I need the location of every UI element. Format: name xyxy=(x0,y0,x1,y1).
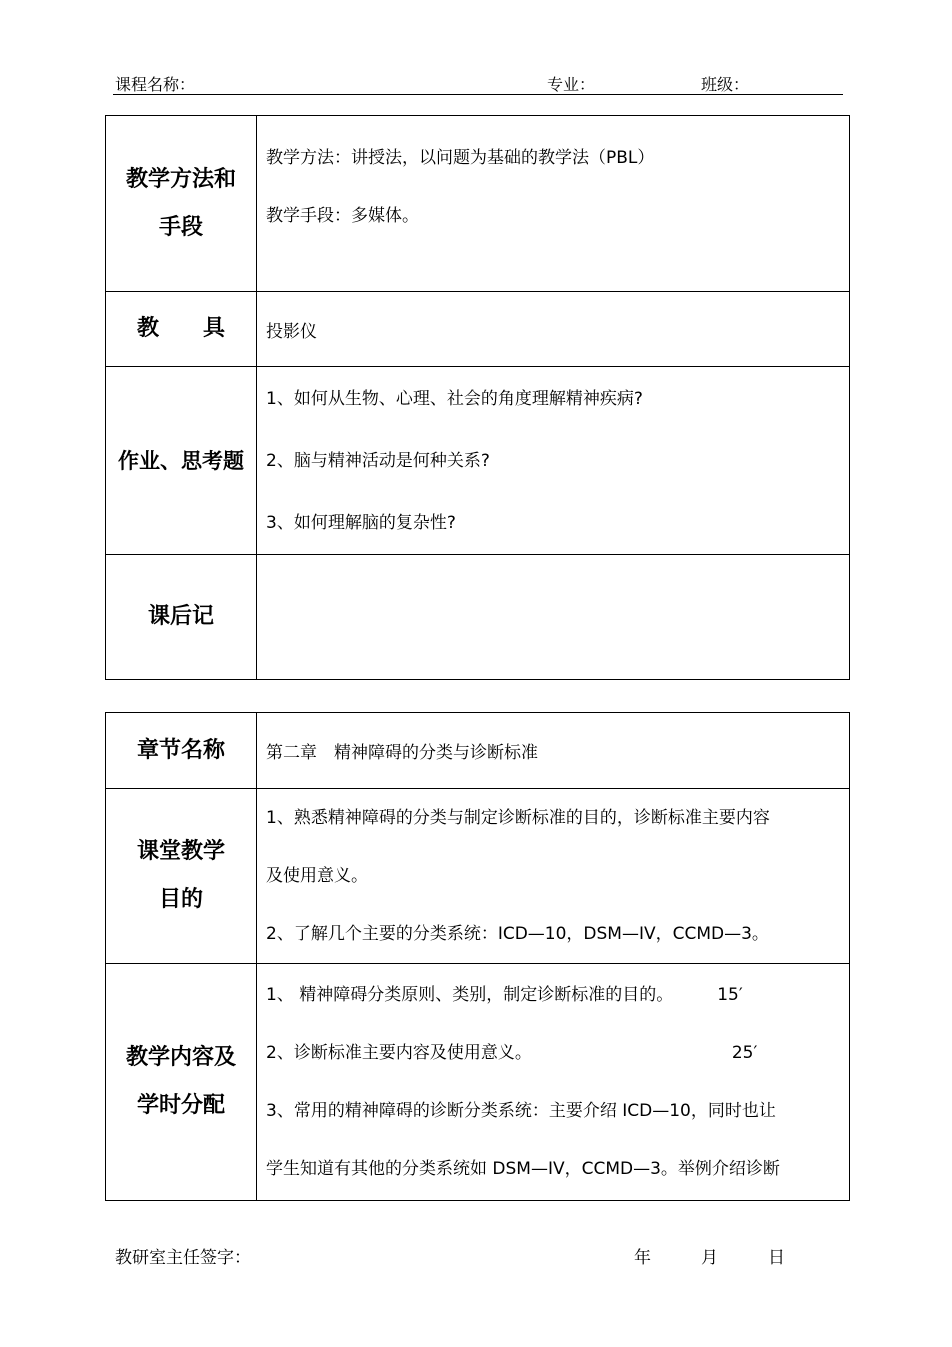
means-line: 教学手段：多媒体。 xyxy=(266,206,419,226)
date-month: 月 xyxy=(701,1248,718,1268)
notes-label: 课后记 xyxy=(106,555,257,680)
content-row xyxy=(106,964,850,1201)
homework-question-3: 3、如何理解脑的复杂性? xyxy=(266,512,456,533)
goals-label-line2: 目的 xyxy=(158,887,203,912)
content-item-2 xyxy=(266,1024,845,1082)
goal-1-line-a: 1、熟悉精神障碍的分类与制定诊断标准的目的，诊断标准主要内容 xyxy=(266,808,770,828)
goal-2: 2、了解几个主要的分类系统：ICD—10，DSM—IV，CCMD—3。 xyxy=(266,924,769,944)
chapter-title: 第二章 精神障碍的分类与诊断标准 xyxy=(257,713,850,789)
content-item-1 xyxy=(266,966,845,1024)
lesson-info-table xyxy=(105,115,850,680)
goals-row xyxy=(106,789,850,964)
tools-row xyxy=(106,292,850,367)
content-label-line1: 教学内容及 xyxy=(125,1045,236,1070)
method-label-line2: 手段 xyxy=(158,214,203,240)
content-item-2-text: 2、诊断标准主要内容及使用意义。 xyxy=(266,1043,532,1063)
content-item-2-time: 25′ xyxy=(731,1043,758,1063)
content-item-1-text: 1、 精神障碍分类原则、类别，制定诊断标准的目的。 xyxy=(266,985,674,1005)
date-day: 日 xyxy=(768,1248,785,1268)
content-label xyxy=(106,964,257,1201)
method-label-line1: 教学方法和 xyxy=(125,166,236,192)
method-label xyxy=(106,116,257,292)
chapter-label: 章节名称 xyxy=(106,713,257,789)
homework-question-2: 2、脑与精神活动是何种关系? xyxy=(266,450,490,471)
goals-content xyxy=(257,789,850,964)
content-label-line2: 学时分配 xyxy=(136,1093,225,1118)
content-items xyxy=(257,964,850,1201)
method-line: 教学方法：讲授法，以问题为基础的教学法（PBL） xyxy=(266,148,655,168)
page-header xyxy=(113,70,843,95)
tools-content: 投影仪 xyxy=(257,292,850,367)
major-label: 专业： xyxy=(547,75,596,94)
content-item-3-line-b: 学生知道有其他的分类系统如 DSM—IV，CCMD—3。举例介绍诊断 xyxy=(266,1159,780,1179)
content-item-1-time: 15′ xyxy=(717,985,743,1005)
homework-question-1: 1、如何从生物、心理、社会的角度理解精神疾病? xyxy=(266,388,643,409)
method-content xyxy=(257,116,850,292)
tools-label: 教 具 xyxy=(106,292,257,367)
chapter-row xyxy=(106,713,850,789)
chapter-table xyxy=(105,712,850,1201)
signature-label: 教研室主任签字： xyxy=(115,1248,251,1268)
goal-1-line-b: 及使用意义。 xyxy=(266,866,368,886)
homework-content xyxy=(257,367,850,555)
notes-row xyxy=(106,555,850,680)
date-year: 年 xyxy=(634,1248,651,1268)
goals-label-line1: 课堂教学 xyxy=(136,839,225,864)
homework-label: 作业、思考题 xyxy=(106,367,257,555)
homework-row xyxy=(106,367,850,555)
method-row xyxy=(106,116,850,292)
goals-label xyxy=(106,789,257,964)
notes-content xyxy=(257,555,850,680)
content-item-3-line-a: 3、常用的精神障碍的诊断分类系统：主要介绍 ICD—10，同时也让 xyxy=(266,1101,776,1121)
class-label: 班级： xyxy=(701,75,750,94)
course-name-label: 课程名称： xyxy=(115,75,196,94)
